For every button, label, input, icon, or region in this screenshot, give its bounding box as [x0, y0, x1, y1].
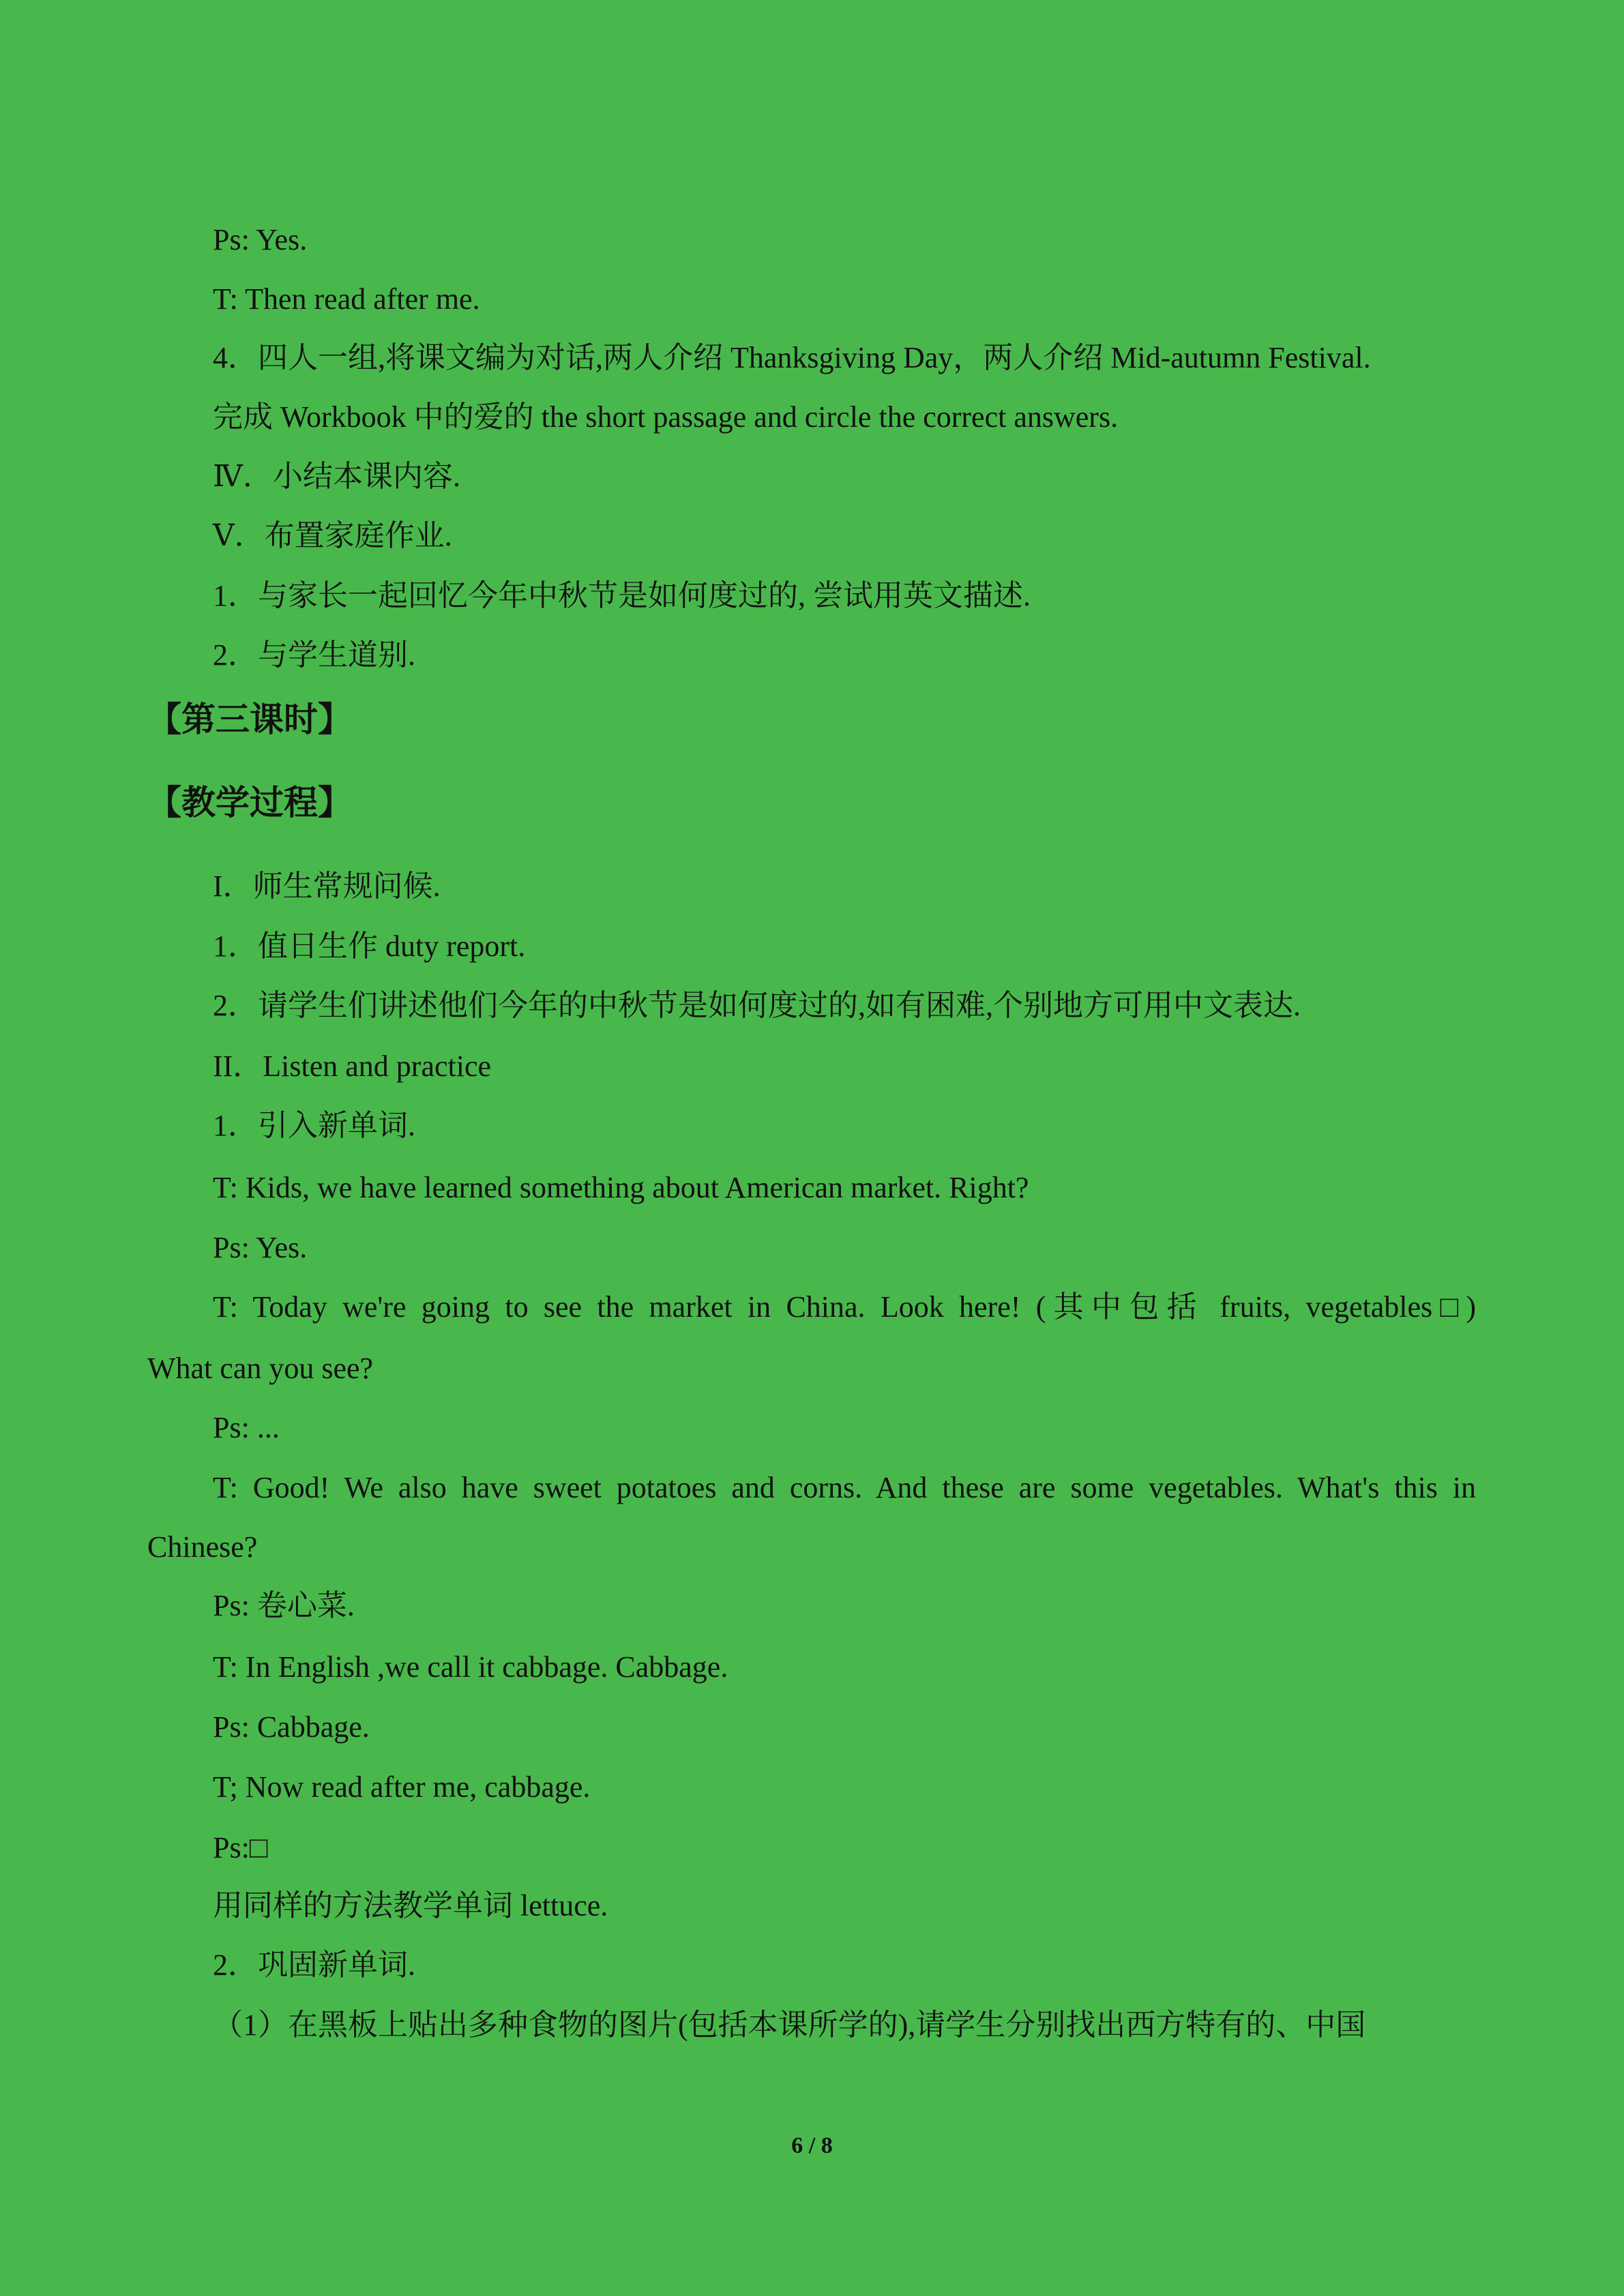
- text-line: 用同样的方法教学单词 lettuce.: [213, 1889, 608, 1922]
- text-line: What can you see?: [147, 1352, 374, 1385]
- text-line: Chinese?: [147, 1530, 258, 1564]
- text-line: Ps:□: [213, 1831, 268, 1864]
- text-line: 1．值日生作 duty report.: [213, 929, 526, 963]
- text-line: T; Now read after me, cabbage.: [213, 1770, 591, 1804]
- text-line: 2．与学生道别.: [213, 638, 415, 672]
- text-line: 2．巩固新单词.: [213, 1948, 415, 1982]
- text-line: Ps: Yes.: [213, 223, 308, 256]
- lesson-heading: 【第三课时】: [147, 700, 352, 739]
- text-line: 1．引入新单词.: [213, 1109, 415, 1142]
- text-line: Ps: 卷心菜.: [213, 1589, 355, 1622]
- text-line: （1）在黑板上贴出多种食物的图片(包括本课所学的),请学生分别找出西方特有的、中国: [213, 2008, 1366, 2042]
- text-line: Ps: Cabbage.: [213, 1710, 370, 1744]
- text-line: T: Kids, we have learned something about American market. Right?: [213, 1171, 1029, 1204]
- text-line: Ⅳ．小结本课内容.: [213, 460, 460, 493]
- text-line: I．师生常规问候.: [213, 869, 441, 903]
- page-number: 6 / 8: [791, 2133, 833, 2158]
- text-line: T: In English ,we call it cabbage. Cabbage.: [213, 1650, 728, 1684]
- text-line: 2．请学生们讲述他们今年的中秋节是如何度过的,如有困难,个别地方可用中文表达.: [213, 989, 1301, 1022]
- text-line: T: Then read after me.: [213, 282, 480, 316]
- text-line: 4．四人一组,将课文编为对话,两人介绍 Thanksgiving Day，两人介绍 Mid-autumn Festival.: [213, 341, 1371, 374]
- text-line: Ps: Yes.: [213, 1231, 308, 1264]
- text-line: T: Today we're going to see the market in China. Look here! (其中包括 fruits, vegetables□): [213, 1290, 1476, 1324]
- text-line: 完成 Workbook 中的爱的 the short passage and circle the correct answers.: [213, 400, 1119, 434]
- text-line: II．Listen and practice: [213, 1049, 492, 1083]
- text-line: 1．与家长一起回忆今年中秋节是如何度过的, 尝试用英文描述.: [213, 579, 1031, 612]
- process-heading: 【教学过程】: [147, 783, 352, 822]
- text-line: T: Good! We also have sweet potatoes and corns. And these are some vegetables. What's this in: [213, 1471, 1476, 1504]
- text-line: Ps: ...: [213, 1411, 280, 1444]
- text-line: Ⅴ．布置家庭作业.: [213, 519, 452, 552]
